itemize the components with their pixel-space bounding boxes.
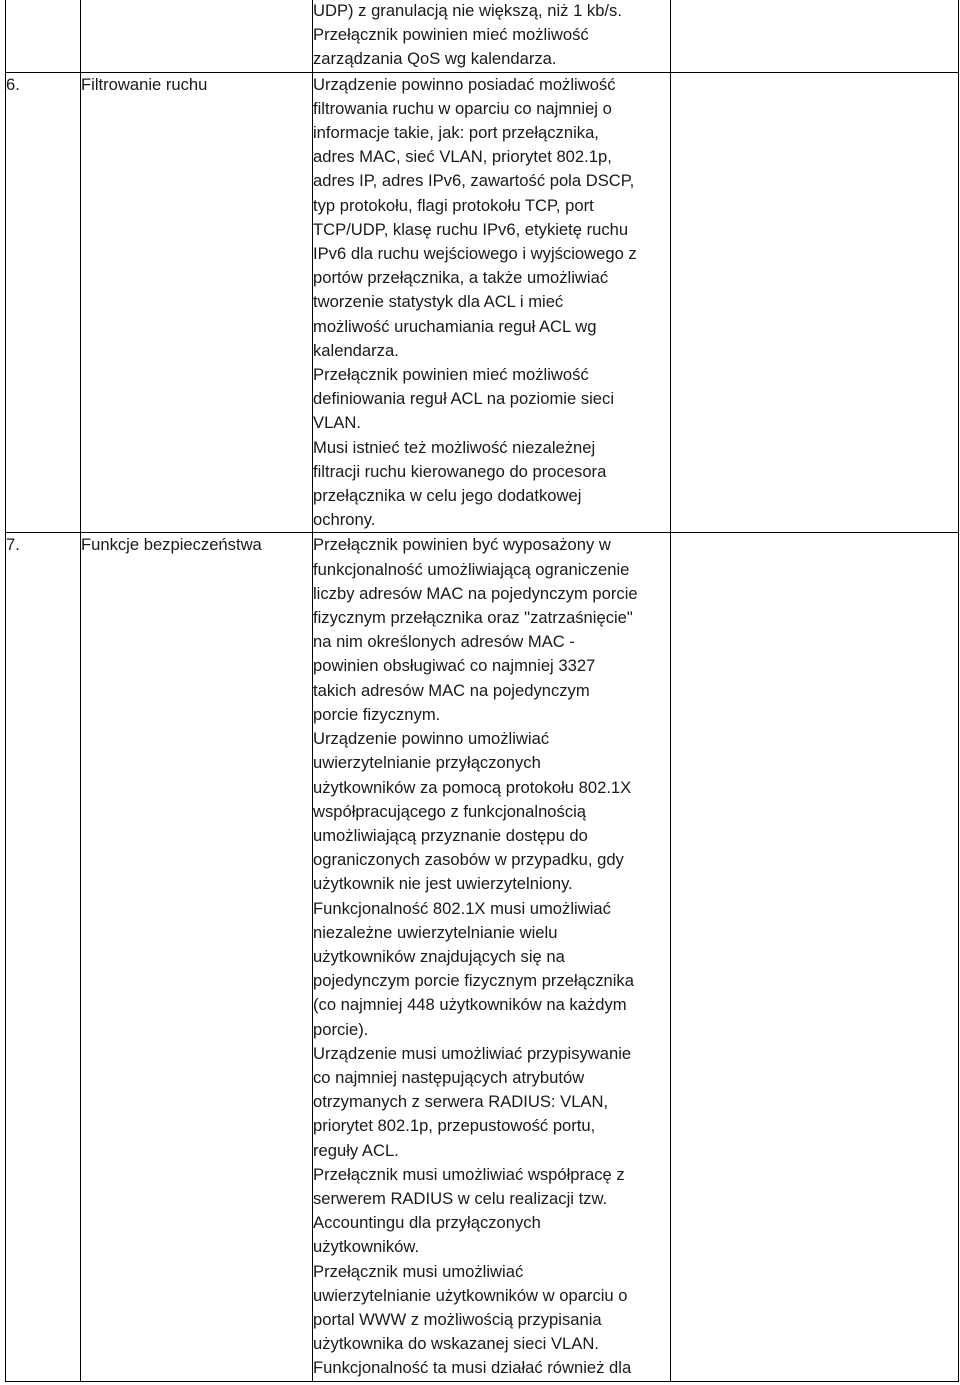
requirement-line: użytkowników znajdujących się na [313, 946, 565, 966]
requirement-line: przełącznika w celu jego dodatkowej [313, 486, 582, 506]
requirement-line: adres IP, adres IPv6, zawartość pola DSCP, [313, 171, 635, 191]
feature-name-cell [81, 533, 313, 1381]
table-row [6, 533, 959, 1381]
requirement-line: ochrony. [313, 510, 376, 530]
requirement-line: umożliwiającą przyznanie dostępu do [313, 825, 588, 845]
requirement-line: użytkowników. [313, 1237, 420, 1257]
feature-name: Funkcje bezpieczeństwa [81, 535, 262, 555]
requirement-line: IPv6 dla ruchu wejściowego i wyjściowego z [313, 244, 637, 264]
requirement-line: funkcjonalność umożliwiającą ograniczenie [313, 559, 630, 579]
requirement-line: tworzenie statystyk dla ACL i mieć [313, 292, 564, 312]
requirement-line: użytkownik nie jest uwierzytelniony. [313, 874, 573, 894]
requirement-line: uwierzytelnianie przyłączonych [313, 753, 541, 773]
requirement-line: użytkowników za pomocą protokołu 802.1X [313, 777, 632, 797]
row-number-cell [6, 0, 81, 72]
feature-name-cell [81, 0, 313, 72]
requirement-line: porcie). [313, 1019, 369, 1039]
requirement-line: na nim określonych adresów MAC - [313, 632, 575, 652]
requirement-line: Przełącznik powinien być wyposażony w [313, 535, 611, 555]
requirement-line: porcie fizycznym. [313, 704, 441, 724]
requirement-line: portów przełącznika, a także umożliwiać [313, 268, 609, 288]
requirement-line: Przełącznik powinien mieć możliwość [313, 365, 589, 385]
requirement-line: współpracującego z funkcjonalnością [313, 801, 587, 821]
requirement-line: definiowania reguł ACL na poziomie sieci [313, 389, 615, 409]
requirement-line: Urządzenie powinno umożliwiać [313, 729, 550, 749]
requirement-line: niezależne uwierzytelnianie wielu [313, 922, 558, 942]
feature-name: Filtrowanie ruchu [81, 74, 208, 94]
requirement-line: priorytet 802.1p, przepustowość portu, [313, 1116, 596, 1136]
feature-name-cell [81, 72, 313, 533]
requirement-line: uwierzytelnianie użytkowników w oparciu o [313, 1285, 628, 1305]
requirement-line: Przełącznik powinien mieć możliwość [313, 25, 589, 45]
requirement-line: Accountingu dla przyłączonych [313, 1213, 541, 1233]
requirement-line: (co najmniej 448 użytkowników na każdym [313, 995, 627, 1015]
requirement-line: reguły ACL. [313, 1140, 399, 1160]
answer-cell [671, 533, 959, 1381]
requirement-line: kalendarza. [313, 340, 399, 360]
requirement-line: możliwość uruchamiania reguł ACL wg [313, 316, 597, 336]
requirement-line: Musi istnieć też możliwość niezależnej [313, 437, 596, 457]
requirement-line: takich adresów MAC na pojedynczym [313, 680, 590, 700]
requirement-line: zarządzania QoS wg kalendarza. [313, 49, 557, 69]
requirement-line: Przełącznik musi umożliwiać [313, 1261, 524, 1281]
requirement-line: TCP/UDP, klasę ruchu IPv6, etykietę ruchu [313, 219, 629, 239]
requirement-line: fizycznym przełącznika oraz "zatrzaśnięcie" [313, 608, 633, 628]
requirement-line: VLAN. [313, 413, 361, 433]
table-row [6, 72, 959, 533]
requirement-line: pojedynczym porcie fizycznym przełącznika [313, 971, 634, 991]
requirement-line: Funkcjonalność 802.1X musi umożliwiać [313, 898, 611, 918]
row-number: 7. [6, 535, 20, 555]
requirement-line: Funkcjonalność ta musi działać również dla [313, 1358, 632, 1378]
row-number-cell [6, 72, 81, 533]
table-row [6, 0, 959, 72]
row-number: 6. [6, 74, 20, 94]
requirement-line: co najmniej następujących atrybutów [313, 1067, 585, 1087]
requirement-line: ograniczonych zasobów w przypadku, gdy [313, 850, 624, 870]
requirement-line: Urządzenie powinno posiadać możliwość [313, 74, 616, 94]
answer-cell [671, 0, 959, 72]
requirement-line: powinien obsługiwać co najmniej 3327 [313, 656, 596, 676]
row-number-cell [6, 533, 81, 1381]
requirement-line: Przełącznik musi umożliwiać współpracę z [313, 1164, 625, 1184]
requirement-line: Urządzenie musi umożliwiać przypisywanie [313, 1043, 632, 1063]
requirement-line: informacje takie, jak: port przełącznika, [313, 123, 599, 143]
specification-table-body [6, 0, 959, 1381]
requirement-line: użytkownika do wskazanej sieci VLAN. [313, 1334, 599, 1354]
requirement-line: UDP) z granulacją nie większą, niż 1 kb/s. [313, 1, 622, 20]
specification-table [5, 0, 959, 1382]
requirement-cell [313, 72, 671, 533]
requirement-cell [313, 0, 671, 72]
requirement-line: liczby adresów MAC na pojedynczym porcie [313, 583, 638, 603]
requirement-line: portal WWW z możliwością przypisania [313, 1309, 602, 1329]
requirement-line: otrzymanych z serwera RADIUS: VLAN, [313, 1092, 609, 1112]
answer-cell [671, 72, 959, 533]
requirement-line: filtracji ruchu kierowanego do procesora [313, 461, 607, 481]
requirement-line: typ protokołu, flagi protokołu TCP, port [313, 195, 594, 215]
requirement-line: adres MAC, sieć VLAN, priorytet 802.1p, [313, 147, 612, 167]
requirement-cell [313, 533, 671, 1381]
requirement-line: serwerem RADIUS w celu realizacji tzw. [313, 1188, 608, 1208]
requirement-line: filtrowania ruchu w oparciu co najmniej o [313, 98, 612, 118]
